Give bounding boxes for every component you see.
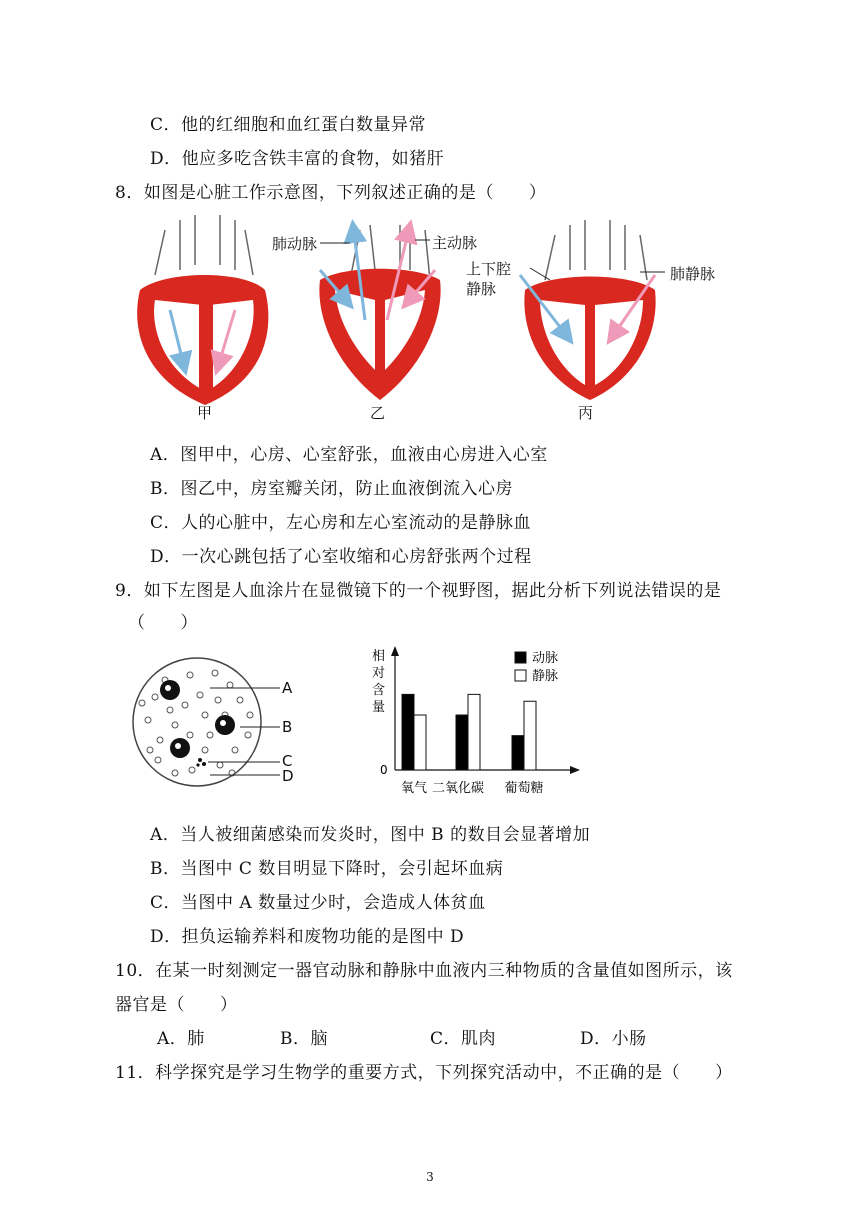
q8-option-d: D．一次心跳包括了心室收缩和心房舒张两个过程 bbox=[150, 547, 532, 567]
q7-option-c: C．他的红细胞和血红蛋白数量异常 bbox=[150, 115, 427, 135]
q8-option-c: C．人的心脏中，左心房和左心室流动的是静脉血 bbox=[150, 513, 532, 533]
q9-option-b: B．当图中 C 数目明显下降时，会引起坏血病 bbox=[150, 859, 504, 879]
bar-1-0 bbox=[456, 715, 468, 770]
bar-2-0 bbox=[512, 736, 524, 770]
y-label-char: 相 bbox=[372, 649, 386, 664]
smear-label-d: D bbox=[282, 767, 294, 785]
q9-stem-line1: 9．如下左图是人血涂片在显微镜下的一个视野图，据此分析下列说法错误的是 bbox=[115, 581, 722, 601]
bar-0-0 bbox=[402, 694, 414, 770]
legend-label-1: 静脉 bbox=[532, 669, 559, 684]
bar-0-1 bbox=[414, 715, 426, 770]
q10-stem-line1: 10．在某一时刻测定一器官动脉和静脉中血液内三种物质的含量值如图所示，该 bbox=[115, 961, 733, 981]
bar-chart bbox=[360, 640, 590, 800]
y-label-char: 含 bbox=[372, 683, 386, 698]
y-label-char: 对 bbox=[372, 666, 386, 681]
q9-stem-line2: （ ） bbox=[128, 613, 198, 633]
page-number: 3 bbox=[426, 1170, 434, 1184]
q9-option-a: A．当人被细菌感染而发炎时，图中 B 的数目会显著增加 bbox=[150, 825, 591, 845]
q8-option-a: A．图甲中，心房、心室舒张，血液由心房进入心室 bbox=[150, 445, 548, 465]
label-vena-cava-1: 上下腔 bbox=[466, 260, 512, 278]
q10-option-b: B．脑 bbox=[280, 1029, 328, 1049]
q10-option-d: D．小肠 bbox=[580, 1029, 647, 1049]
q9-option-d: D．担负运输养料和废物功能的是图中 D bbox=[150, 927, 465, 947]
q10-stem-line2: 器官是（ ） bbox=[115, 995, 238, 1015]
legend-swatch-0 bbox=[515, 652, 526, 663]
bar-1-1 bbox=[468, 694, 480, 770]
q7-option-d: D．他应多吃含铁丰富的食物，如猪肝 bbox=[150, 149, 445, 169]
smear-label-b: B bbox=[282, 718, 293, 736]
y-label-char: 量 bbox=[372, 700, 386, 715]
label-pulmonary-artery: 肺动脉 bbox=[272, 235, 318, 253]
heart-c bbox=[520, 220, 656, 400]
heart-b bbox=[319, 225, 440, 400]
category-label-1: 二氧化碳 bbox=[431, 781, 485, 796]
q10-options bbox=[0, 1024, 860, 1048]
q8-option-b: B．图乙中，房室瓣关闭，防止血液倒流入心房 bbox=[150, 479, 513, 499]
legend-label-0: 动脉 bbox=[532, 651, 559, 666]
chart-legend bbox=[515, 650, 558, 684]
chart-origin-label: 0 bbox=[380, 763, 388, 777]
label-fig-c: 丙 bbox=[578, 404, 594, 422]
category-label-0: 氧气 bbox=[400, 781, 428, 796]
label-vena-cava-2: 静脉 bbox=[466, 280, 497, 298]
label-fig-a: 甲 bbox=[197, 404, 213, 422]
q10-option-a: A．肺 bbox=[157, 1029, 205, 1049]
q8-stem: 8．如图是心脏工作示意图，下列叙述正确的是（ ） bbox=[115, 183, 547, 203]
label-fig-b: 乙 bbox=[370, 404, 386, 422]
chart-y-axis-label bbox=[372, 648, 385, 715]
category-label-2: 葡萄糖 bbox=[504, 781, 544, 796]
q11-stem: 11．科学探究是学习生物学的重要方式，下列探究活动中，不正确的是（ ） bbox=[115, 1063, 733, 1083]
label-pulmonary-vein: 肺静脉 bbox=[670, 265, 716, 283]
legend-swatch-1 bbox=[515, 670, 526, 681]
q9-option-c: C．当图中 A 数量过少时，会造成人体贫血 bbox=[150, 893, 486, 913]
q10-option-c: C．肌肉 bbox=[430, 1029, 497, 1049]
smear-label-a: A bbox=[282, 679, 293, 697]
smear-label-c: C bbox=[282, 752, 293, 770]
label-aorta: 主动脉 bbox=[432, 234, 478, 252]
heart-a bbox=[137, 215, 268, 405]
bar-2-1 bbox=[524, 701, 536, 770]
